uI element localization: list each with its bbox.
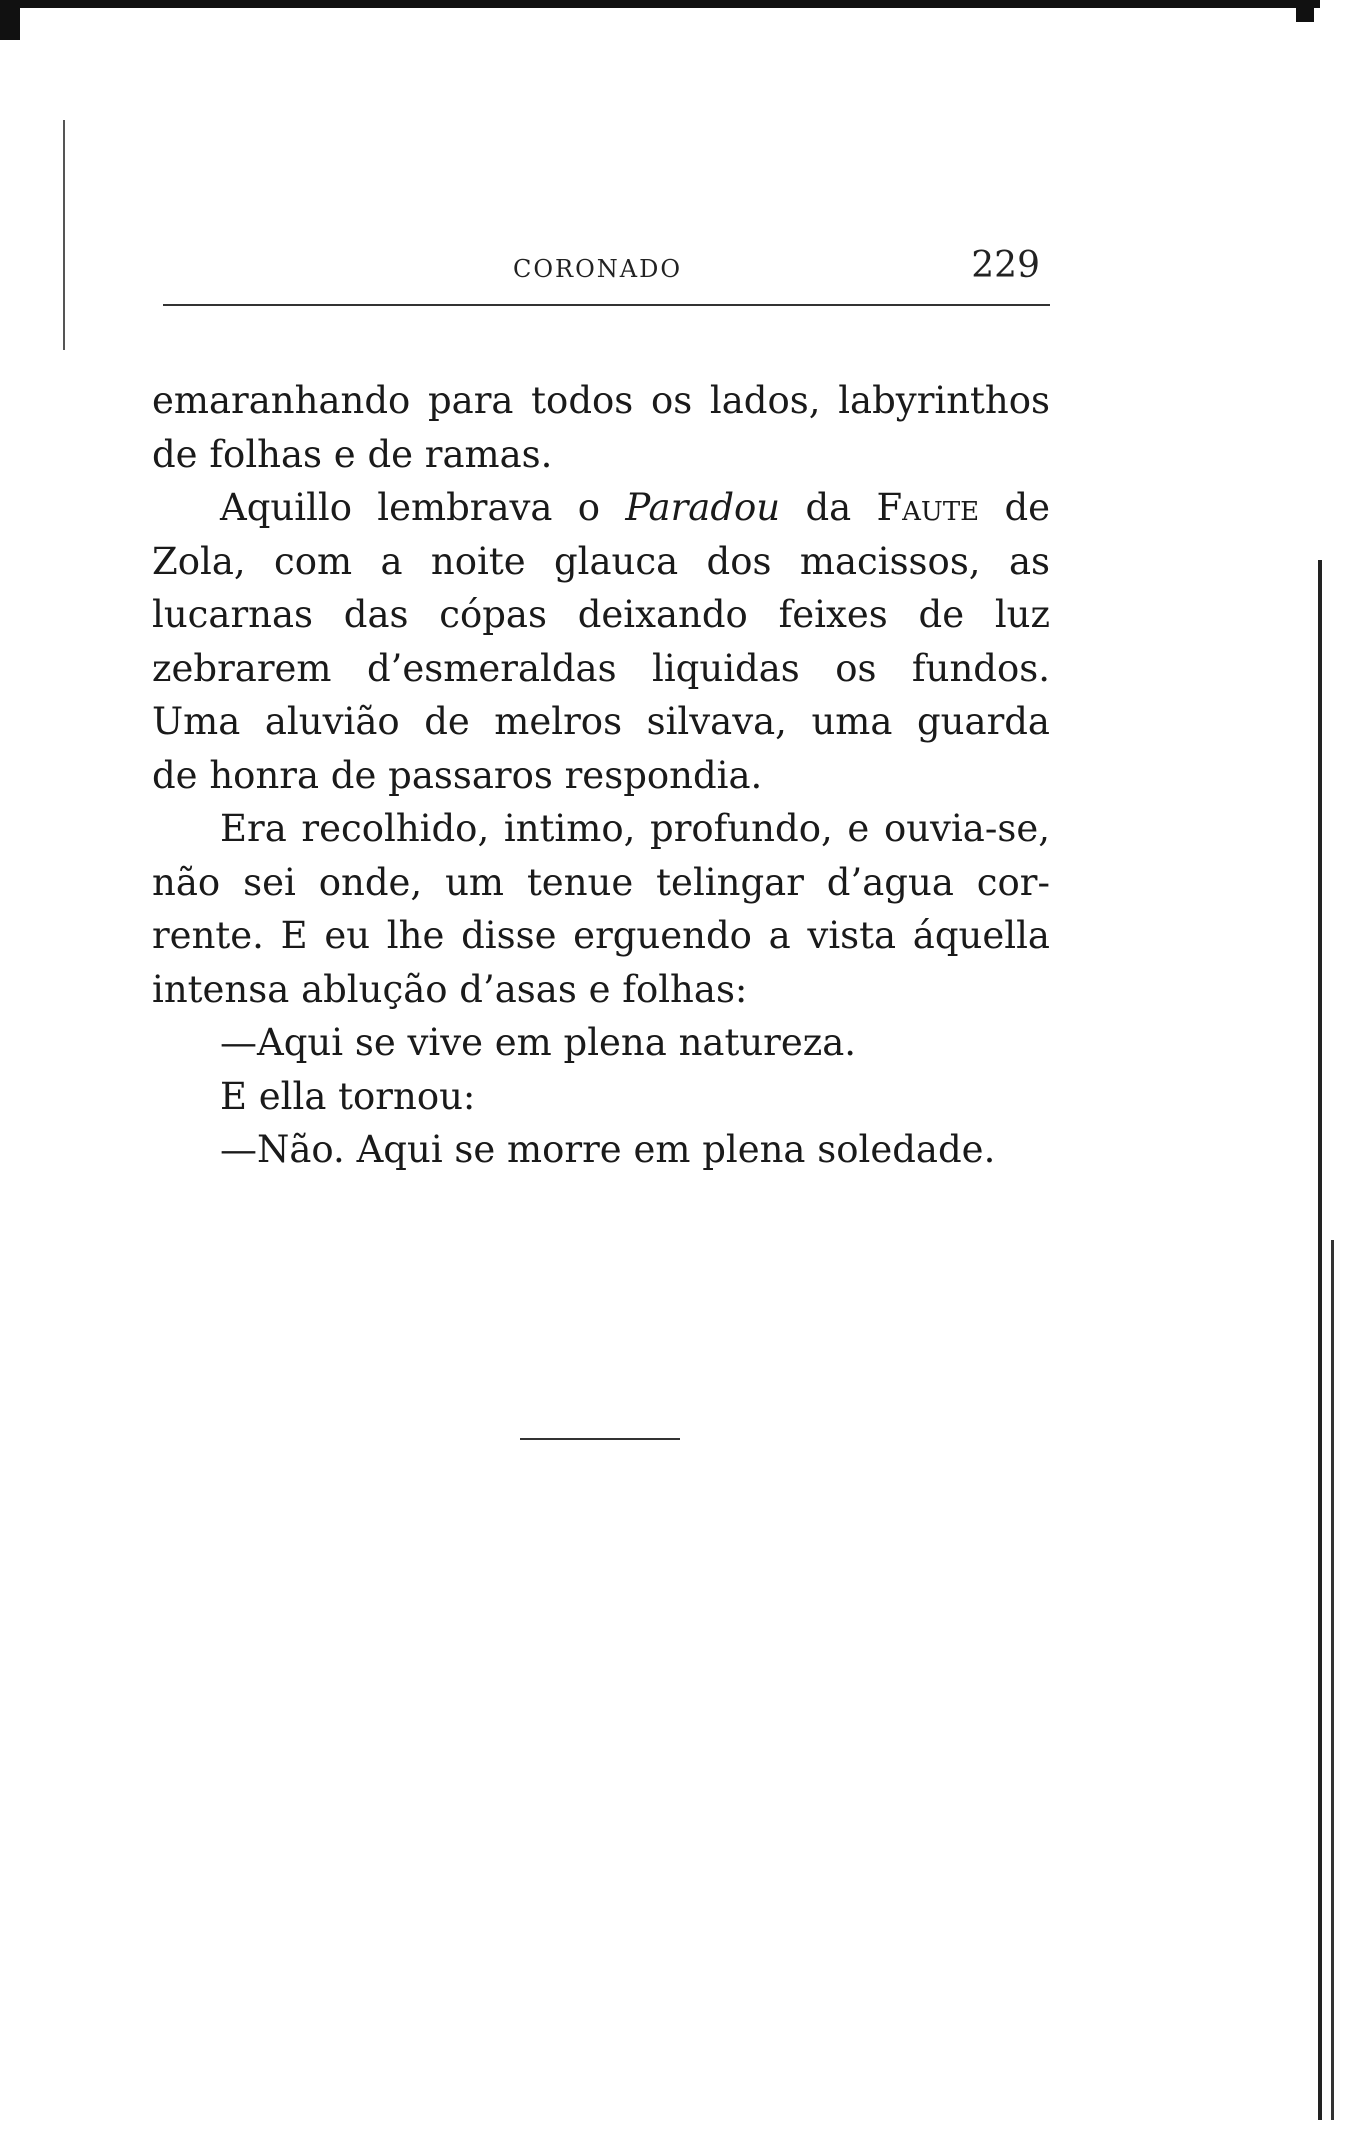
- scan-edge-corner-right: [1296, 0, 1314, 22]
- text-line: não sei onde, um tenue telingar d’agua cor-: [152, 860, 1050, 904]
- scan-edge-top: [0, 0, 1320, 8]
- text-line: Era recolhido, intimo, profundo, e ouvia-se,: [220, 807, 1050, 850]
- scan-edge-right-line-outer: [1331, 1240, 1334, 2120]
- text-line: zebrarem d’esmeraldas liquidas os fundos.: [152, 646, 1050, 690]
- text-line: de honra de passaros respondia.: [152, 753, 763, 797]
- text-line: —Não. Aqui se morre em plena soledade.: [220, 1128, 996, 1171]
- scan-edge-corner-left: [0, 0, 20, 40]
- text-line: rente. E eu lhe disse erguendo a vista áquella: [152, 914, 1050, 957]
- scan-edge-right-line: [1318, 560, 1322, 2120]
- running-head-title: CORONADO: [513, 255, 683, 283]
- smallcaps-name: Faute: [876, 486, 980, 529]
- text-line: E ella tornou:: [220, 1074, 476, 1118]
- text-line: Uma aluvião de melros silvava, uma guarda: [152, 700, 1050, 743]
- text-line: emaranhando para todos os lados, labyrinthos: [152, 379, 1050, 422]
- running-head: [163, 245, 1050, 297]
- text-line: intensa ablução d’asas e folhas:: [152, 967, 748, 1011]
- page-number: 229: [971, 245, 1040, 286]
- text-segment: Aquillo lembrava o: [220, 486, 601, 529]
- italic-title: Paradou: [625, 486, 781, 529]
- scan-edge-left-line: [63, 120, 65, 350]
- text-line: —Aqui se vive em plena natureza.: [220, 1021, 857, 1064]
- text-segment: da: [805, 486, 852, 529]
- end-rule: [520, 1438, 680, 1440]
- text-line: de folhas e de ramas.: [152, 432, 553, 476]
- text-segment: de: [1004, 486, 1051, 529]
- text-line: lucarnas das cópas deixando feixes de luz: [152, 593, 1050, 636]
- text-line: Zola, com a noite glauca dos macissos, as: [152, 539, 1050, 583]
- body-text: [152, 374, 1050, 1177]
- running-head-rule: [163, 304, 1050, 306]
- text-line: [152, 481, 1050, 535]
